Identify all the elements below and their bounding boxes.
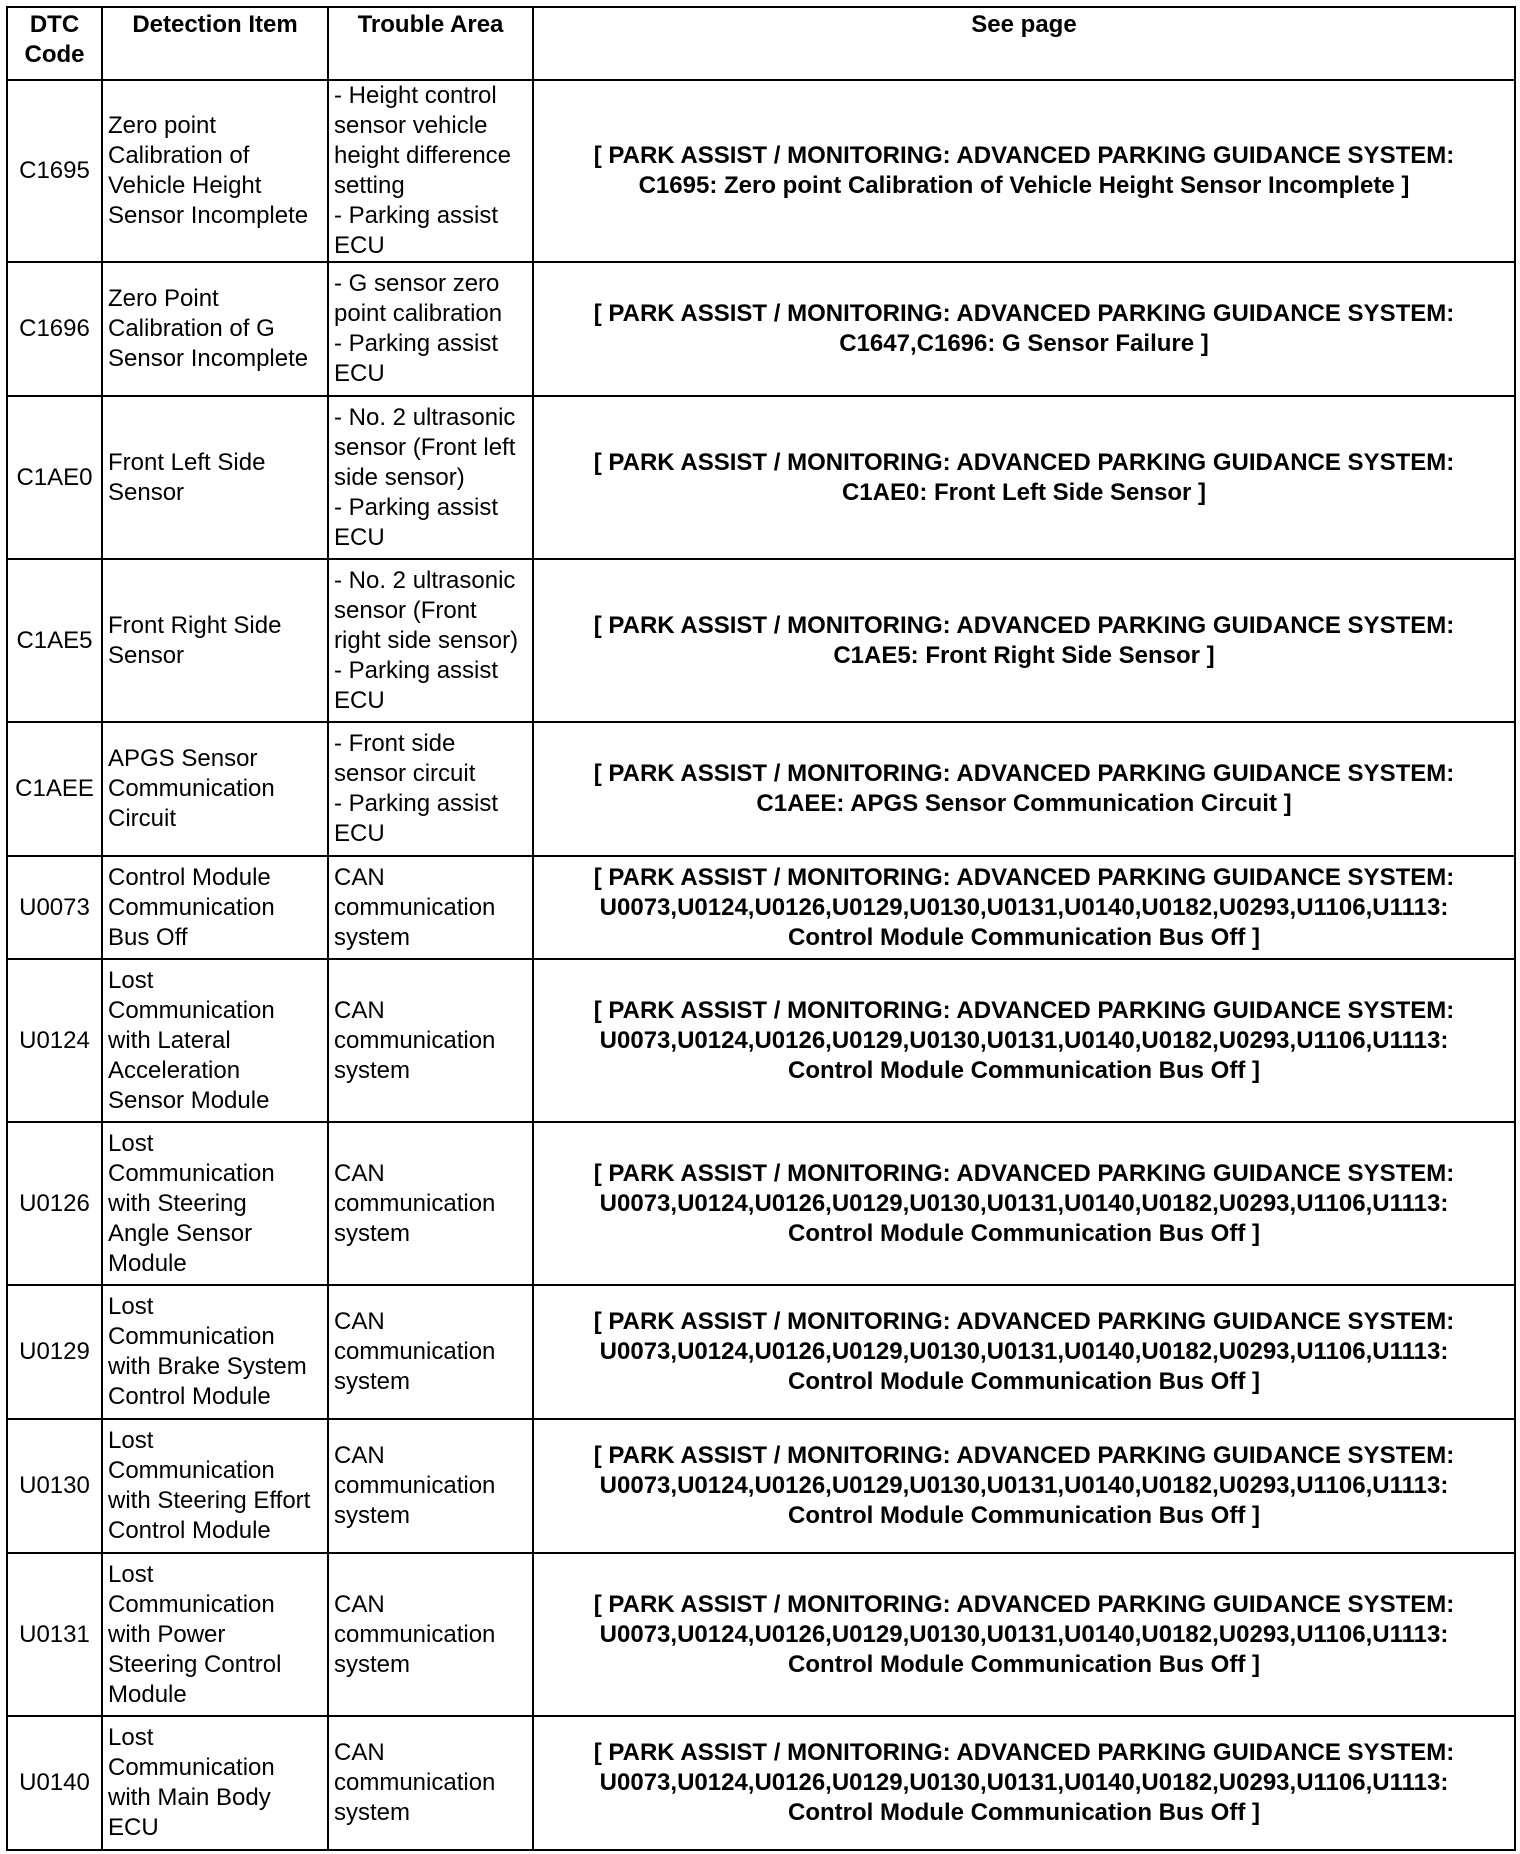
trouble-area-cell: CAN communication system [328,1285,533,1419]
dtc-code-cell: C1696 [7,262,102,396]
document-page [6,6,1514,1851]
see-page-link[interactable]: [ PARK ASSIST / MONITORING: ADVANCED PARKING GUIDANCE SYSTEM: U0073,U0124,U0126,U0129,U0130,U0131,U0140,U0182,U0293,U1106,U1113: Control Module Communication Bus Off ] [533,1553,1515,1716]
header-row [7,7,1515,80]
dtc-code-cell: U0073 [7,856,102,959]
trouble-area-cell: - Height control sensor vehicle height difference setting - Parking assist ECU [328,80,533,262]
trouble-area-cell: CAN communication system [328,1419,533,1553]
see-page-link[interactable]: [ PARK ASSIST / MONITORING: ADVANCED PARKING GUIDANCE SYSTEM: C1AE5: Front Right Side Sensor ] [533,559,1515,722]
see-page-link[interactable]: [ PARK ASSIST / MONITORING: ADVANCED PARKING GUIDANCE SYSTEM: U0073,U0124,U0126,U0129,U0130,U0131,U0140,U0182,U0293,U1106,U1113: Control Module Communication Bus Off ] [533,1419,1515,1553]
see-page-link[interactable]: [ PARK ASSIST / MONITORING: ADVANCED PARKING GUIDANCE SYSTEM: C1647,C1696: G Sensor Failure ] [533,262,1515,396]
dtc-code-cell: U0130 [7,1419,102,1553]
trouble-area-cell: CAN communication system [328,856,533,959]
trouble-area-cell: - No. 2 ultrasonic sensor (Front left side sensor) - Parking assist ECU [328,396,533,559]
trouble-area-cell: - G sensor zero point calibration - Parking assist ECU [328,262,533,396]
table-row [7,856,1515,959]
table-row [7,1122,1515,1285]
trouble-area-cell: - No. 2 ultrasonic sensor (Front right side sensor) - Parking assist ECU [328,559,533,722]
detection-item-cell: Lost Communication with Steering Angle Sensor Module [102,1122,328,1285]
dtc-code-cell: C1695 [7,80,102,262]
table-row [7,1716,1515,1850]
detection-item-cell: Lost Communication with Main Body ECU [102,1716,328,1850]
table-header [7,7,1515,80]
table-row [7,1419,1515,1553]
table-body [7,80,1515,1850]
see-page-link[interactable]: [ PARK ASSIST / MONITORING: ADVANCED PARKING GUIDANCE SYSTEM: C1AEE: APGS Sensor Communication Circuit ] [533,722,1515,856]
see-page-link[interactable]: [ PARK ASSIST / MONITORING: ADVANCED PARKING GUIDANCE SYSTEM: U0073,U0124,U0126,U0129,U0130,U0131,U0140,U0182,U0293,U1106,U1113: Control Module Communication Bus Off ] [533,1285,1515,1419]
detection-item-cell: APGS Sensor Communication Circuit [102,722,328,856]
dtc-code-cell: U0126 [7,1122,102,1285]
dtc-code-cell: C1AE0 [7,396,102,559]
dtc-code-cell: C1AEE [7,722,102,856]
table-row [7,722,1515,856]
header-see-page: See page [533,7,1515,80]
table-row [7,559,1515,722]
detection-item-cell: Lost Communication with Brake System Control Module [102,1285,328,1419]
dtc-code-cell: U0129 [7,1285,102,1419]
table-row [7,1285,1515,1419]
trouble-area-cell: CAN communication system [328,959,533,1122]
detection-item-cell: Lost Communication with Steering Effort Control Module [102,1419,328,1553]
detection-item-cell: Lost Communication with Power Steering Control Module [102,1553,328,1716]
dtc-code-cell: C1AE5 [7,559,102,722]
trouble-area-cell: CAN communication system [328,1553,533,1716]
detection-item-cell: Zero Point Calibration of G Sensor Incomplete [102,262,328,396]
detection-item-cell: Front Left Side Sensor [102,396,328,559]
see-page-link[interactable]: [ PARK ASSIST / MONITORING: ADVANCED PARKING GUIDANCE SYSTEM: C1AE0: Front Left Side Sensor ] [533,396,1515,559]
trouble-area-cell: CAN communication system [328,1122,533,1285]
dtc-code-cell: U0140 [7,1716,102,1850]
table-row [7,1553,1515,1716]
detection-item-cell: Lost Communication with Lateral Acceleration Sensor Module [102,959,328,1122]
table-row [7,396,1515,559]
header-trouble-area: Trouble Area [328,7,533,80]
see-page-link[interactable]: [ PARK ASSIST / MONITORING: ADVANCED PARKING GUIDANCE SYSTEM: U0073,U0124,U0126,U0129,U0130,U0131,U0140,U0182,U0293,U1106,U1113: Control Module Communication Bus Off ] [533,856,1515,959]
header-detection-item: Detection Item [102,7,328,80]
detection-item-cell: Zero point Calibration of Vehicle Height Sensor Incomplete [102,80,328,262]
dtc-code-cell: U0124 [7,959,102,1122]
table-row [7,262,1515,396]
dtc-code-cell: U0131 [7,1553,102,1716]
dtc-table [6,6,1516,1851]
see-page-link[interactable]: [ PARK ASSIST / MONITORING: ADVANCED PARKING GUIDANCE SYSTEM: U0073,U0124,U0126,U0129,U0130,U0131,U0140,U0182,U0293,U1106,U1113: Control Module Communication Bus Off ] [533,1122,1515,1285]
see-page-link[interactable]: [ PARK ASSIST / MONITORING: ADVANCED PARKING GUIDANCE SYSTEM: C1695: Zero point Calibration of Vehicle Height Sensor Incomplete ] [533,80,1515,262]
see-page-link[interactable]: [ PARK ASSIST / MONITORING: ADVANCED PARKING GUIDANCE SYSTEM: U0073,U0124,U0126,U0129,U0130,U0131,U0140,U0182,U0293,U1106,U1113: Control Module Communication Bus Off ] [533,1716,1515,1850]
detection-item-cell: Front Right Side Sensor [102,559,328,722]
trouble-area-cell: CAN communication system [328,1716,533,1850]
detection-item-cell: Control Module Communication Bus Off [102,856,328,959]
table-row [7,80,1515,262]
trouble-area-cell: - Front side sensor circuit - Parking assist ECU [328,722,533,856]
see-page-link[interactable]: [ PARK ASSIST / MONITORING: ADVANCED PARKING GUIDANCE SYSTEM: U0073,U0124,U0126,U0129,U0130,U0131,U0140,U0182,U0293,U1106,U1113: Control Module Communication Bus Off ] [533,959,1515,1122]
table-row [7,959,1515,1122]
header-dtc-code: DTC Code [7,7,102,80]
